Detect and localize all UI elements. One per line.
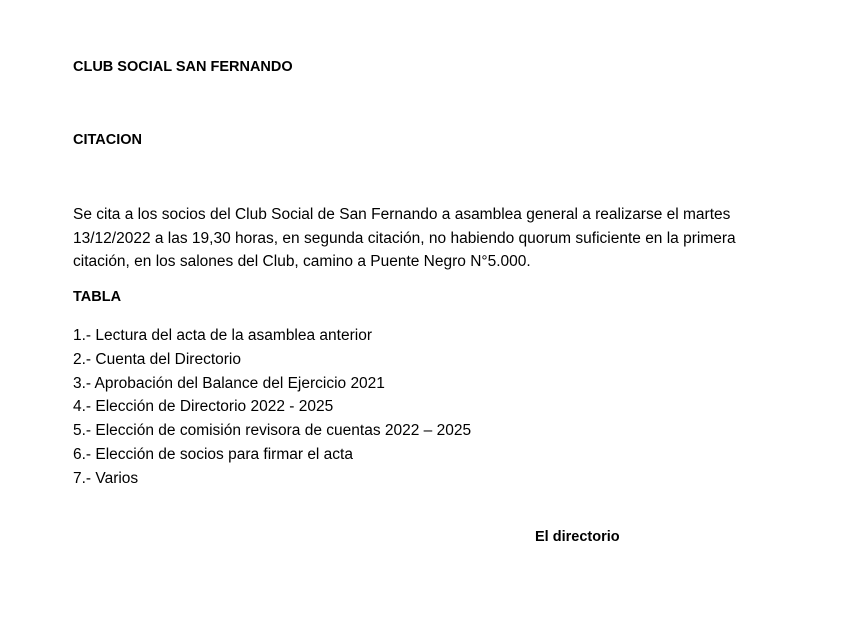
agenda-item: 3.- Aprobación del Balance del Ejercicio 2021 [73, 374, 385, 392]
agenda-item: 1.- Lectura del acta de la asamblea anterior [73, 327, 372, 344]
agenda-item: 2.- Cuenta del Directorio [73, 350, 241, 368]
agenda-list [73, 324, 471, 491]
agenda-item: 7.- Varios [73, 469, 139, 487]
agenda-item: 5.- Elección de comisión revisora de cuentas 2022 – 2025 [73, 422, 472, 440]
intro-line: citación, en los salones del Club, camino a Puente Negro N°5.000. [73, 253, 531, 270]
intro-paragraph [73, 203, 793, 274]
agenda-item: 6.- Elección de socios para firmar el acta [73, 445, 353, 463]
signature: El directorio [535, 529, 620, 545]
organization-title: CLUB SOCIAL SAN FERNANDO [73, 59, 293, 75]
intro-line: Se cita a los socios del Club Social de San Fernando a asamblea general a realizarse el martes [73, 206, 731, 223]
agenda-title: TABLA [73, 289, 122, 305]
agenda-item: 4.- Elección de Directorio 2022 - 2025 [73, 398, 334, 416]
intro-line: 13/12/2022 a las 19,30 horas, en segunda citación, no habiendo quorum suficiente en la primera [73, 229, 736, 247]
document-title: CITACION [73, 132, 143, 148]
